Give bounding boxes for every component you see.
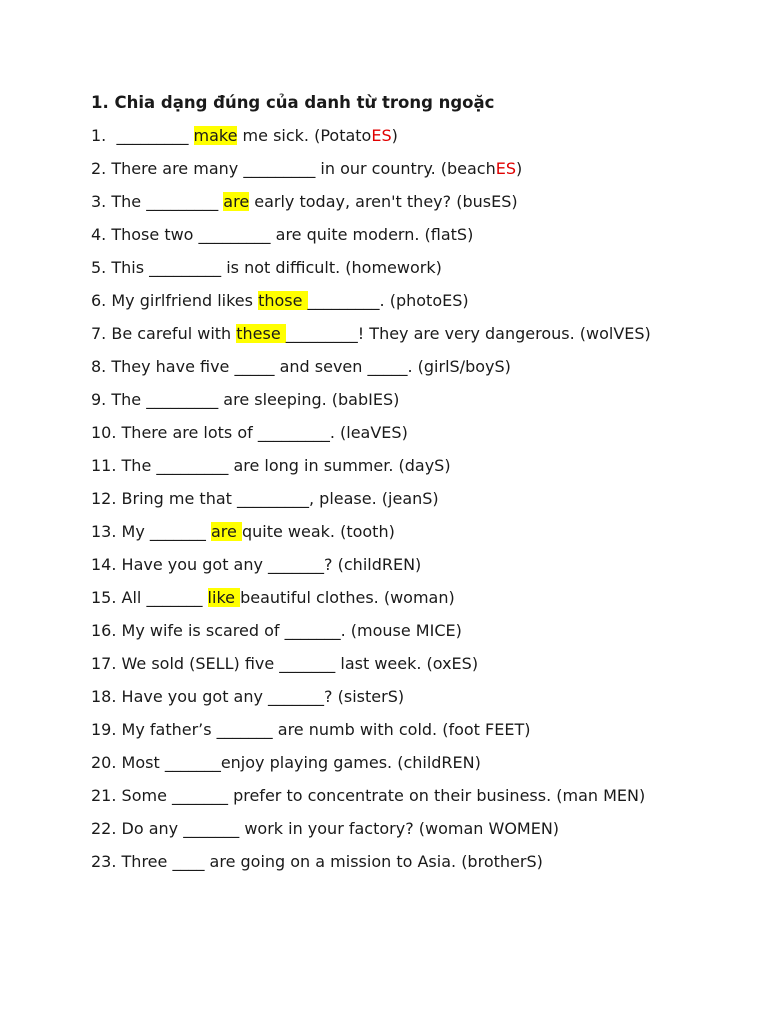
highlighted-word: are (223, 192, 250, 211)
exercise-item-22 (91, 818, 691, 840)
exercise-item-20 (91, 752, 691, 774)
item-text: 10. There are lots of _________. (leaVES) (91, 423, 408, 442)
exercise-item-14 (91, 554, 691, 576)
item-text: ) (516, 159, 523, 178)
exercise-item-5 (91, 257, 691, 279)
item-text: 2. There are many _________ in our country. (beach (91, 159, 496, 178)
item-text: _________! They are very dangerous. (wolVES) (285, 324, 651, 343)
item-text: 13. My _______ (91, 522, 211, 541)
exercise-item-16 (91, 620, 691, 642)
exercise-item-7 (91, 323, 691, 345)
item-text: ) (391, 126, 398, 145)
highlighted-word: are (210, 522, 242, 541)
item-text: beautiful clothes. (woman) (240, 588, 455, 607)
item-text: 8. They have five _____ and seven _____. (girlS/boyS) (91, 357, 511, 376)
highlighted-word: those (258, 291, 308, 310)
item-text: quite weak. (tooth) (241, 522, 395, 541)
item-text: 19. My father’s _______ are numb with cold. (foot FEET) (91, 720, 531, 739)
exercise-item-19 (91, 719, 691, 741)
exercise-item-3 (91, 191, 691, 213)
worksheet-page (91, 92, 691, 884)
exercise-item-12 (91, 488, 691, 510)
exercise-item-15 (91, 587, 691, 609)
exercise-item-8 (91, 356, 691, 378)
exercise-item-10 (91, 422, 691, 444)
item-text: 5. This _________ is not difficult. (homework) (91, 258, 442, 277)
highlighted-word: these (236, 324, 286, 343)
exercise-item-9 (91, 389, 691, 411)
item-text: 1. _________ (91, 126, 194, 145)
highlighted-word: make (193, 126, 238, 145)
red-suffix: ES (371, 126, 392, 145)
item-text: 15. All _______ (91, 588, 208, 607)
item-text: 20. Most _______enjoy playing games. (childREN) (91, 753, 481, 772)
item-text: 7. Be careful with (91, 324, 237, 343)
item-text: 17. We sold (SELL) five _______ last week. (oxES) (91, 654, 479, 673)
item-text: 9. The _________ are sleeping. (babIES) (91, 390, 400, 409)
highlighted-word: like (207, 588, 241, 607)
exercise-item-4 (91, 224, 691, 246)
exercise-item-6 (91, 290, 691, 312)
exercise-item-17 (91, 653, 691, 675)
item-text: 22. Do any _______ work in your factory? (woman WOMEN) (91, 819, 560, 838)
item-text: 23. Three ____ are going on a mission to Asia. (brotherS) (91, 852, 543, 871)
red-suffix: ES (495, 159, 516, 178)
exercise-item-11 (91, 455, 691, 477)
item-text: 21. Some _______ prefer to concentrate on their business. (man MEN) (91, 786, 646, 805)
exercise-item-21 (91, 785, 691, 807)
item-text: 16. My wife is scared of _______. (mouse MICE) (91, 621, 462, 640)
item-text: 6. My girlfriend likes (91, 291, 259, 310)
item-text: 11. The _________ are long in summer. (dayS) (91, 456, 451, 475)
item-text: 12. Bring me that _________, please. (jeanS) (91, 489, 439, 508)
item-text: early today, aren't they? (busES) (249, 192, 518, 211)
exercise-list (91, 125, 691, 873)
item-text: 3. The _________ (91, 192, 224, 211)
item-text: 14. Have you got any _______? (childREN) (91, 555, 422, 574)
exercise-item-2 (91, 158, 691, 180)
exercise-item-13 (91, 521, 691, 543)
item-text: me sick. (Potato (237, 126, 372, 145)
exercise-item-23 (91, 851, 691, 873)
item-text: 4. Those two _________ are quite modern. (flatS) (91, 225, 474, 244)
exercise-item-18 (91, 686, 691, 708)
item-text: 18. Have you got any _______? (sisterS) (91, 687, 405, 706)
item-text: _________. (photoES) (307, 291, 469, 310)
exercise-heading: 1. Chia dạng đúng của danh từ trong ngoặc (91, 93, 495, 112)
exercise-item-1 (91, 125, 691, 147)
